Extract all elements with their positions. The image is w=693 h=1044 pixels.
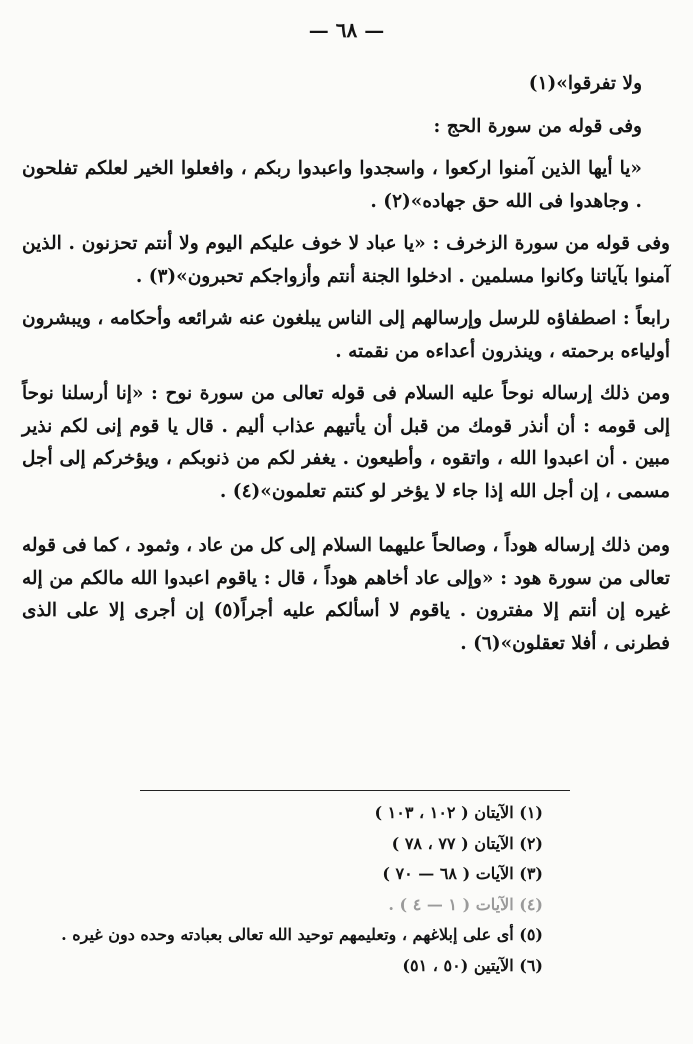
paragraph-noah: ومن ذلك إرساله نوحاً عليه السلام فى قوله تعالى من سورة نوح : «إنا أرسلنا نوحاً إلى قومه : أن أنذر قومك من قبل أن يأتيهم عذاب أليم . قال يا قوم إنى لكم نذير مبين . أن اعبدوا الله ، واتقوه ، وأطيعون . يغفر لكم من ذنوبكم ، ويؤخركم إلى أجل مسمى ، إن أجل الله إذا جاء لا يؤخر لو كنتم تعلمون»(٤) . — [22, 383, 670, 502]
footnote-item: (٣) الآيات ( ٦٨ — ٧٠ ) — [382, 864, 543, 883]
footnote-separator — [140, 790, 570, 791]
footnote-item: (١) الآيتان ( ١٠٢ ، ١٠٣ ) — [374, 803, 543, 822]
paragraph-hud: ومن ذلك إرساله هوداً ، وصالحاً عليهما السلام إلى كل من عاد ، وثمود ، كما فى قوله تعالى من سورة هود : «وإلى عاد أخاهم هوداً ، قال : ياقوم اعبدوا الله مالكم من إله غيره إن أنتم إلا مفترون . ياقوم لا أسألكم عليه أجراً(٥) إن أجرى إلا على الذى فطرنى ، أفلا تعقلون»(٦) . — [22, 535, 670, 654]
footnote-item: (٤) الآيات ( ١ — ٤ ) . — [388, 894, 543, 914]
footnote-item: (٦) الآيتين (٥٠ ، ٥١) — [402, 955, 543, 975]
paragraph-fourth-point: رابعاً : اصطفاؤه للرسل وإرسالهم إلى الناس يبلغون عنه شرائعه وأحكامه ، ويبشرون أولياءه برحمته ، وينذرون أعداءه من نقمته . — [22, 308, 670, 362]
paragraph-hajj-intro: وفى قوله من سورة الحج : — [433, 115, 642, 137]
paragraph-hajj-verse: «يا أيها الذين آمنوا اركعوا ، واسجدوا واعبدوا ربكم ، وافعلوا الخير لعلكم تفلحون . وجاهدوا فى الله حق جهاده»(٢) . — [22, 158, 642, 212]
footnotes — [23, 798, 543, 981]
paragraph-verse-end: ولا تفرقوا»(١) — [528, 73, 642, 94]
footnote-item: (٥) أى على إبلاغهم ، وتعليمهم توحيد الله تعالى بعبادته وحده دون غيره . — [61, 925, 543, 944]
body-text — [22, 68, 670, 660]
footnote-item: (٢) الآيتان ( ٧٧ ، ٧٨ ) — [391, 833, 543, 853]
paragraph-zukhruf: وفى قوله من سورة الزخرف : «يا عباد لا خوف عليكم اليوم ولا أنتم تحزنون . الذين آمنوا بآياتنا وكانوا مسلمين . ادخلوا الجنة أنتم وأزواجكم تحبرون»(٣) . — [22, 233, 670, 287]
page-number: — ٦٨ — — [308, 18, 385, 42]
